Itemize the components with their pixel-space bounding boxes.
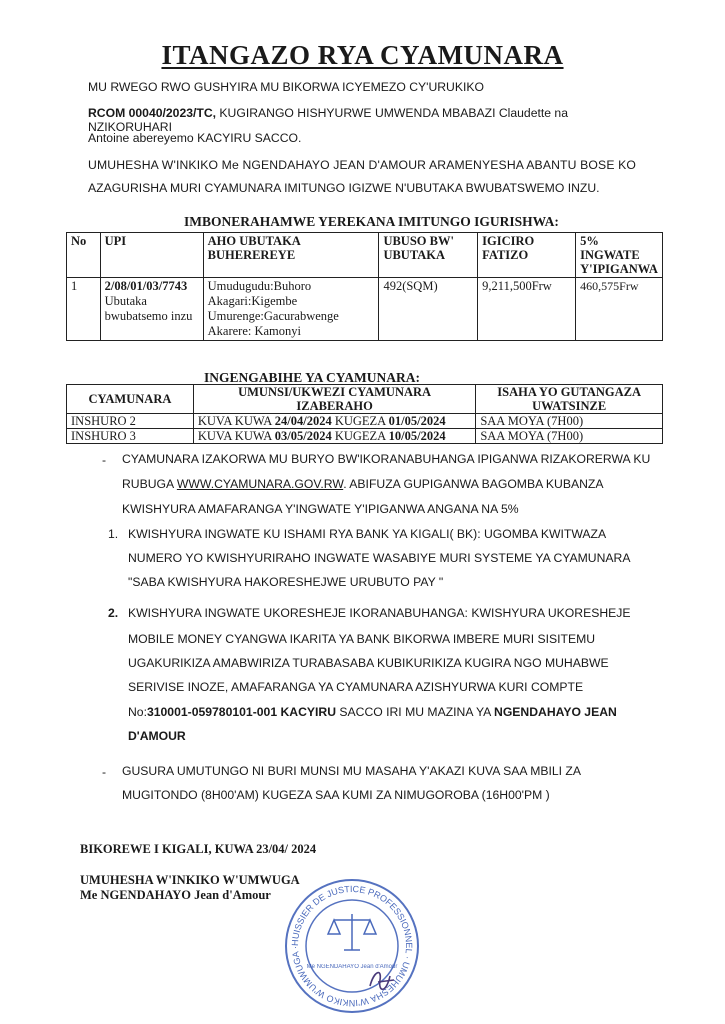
header-round: CYAMUNARA <box>67 385 194 414</box>
cell-dates: KUVA KUWA 03/05/2024 KUGEZA 10/05/2024 <box>193 429 475 444</box>
page-title: ITANGAZO RYA CYAMUNARA <box>161 40 564 70</box>
item-bk-payment: KWISHYURA INGWATE KU ISHAMI RYA BANK YA KIGALI( BK): UGOMBA KWITWAZA <box>128 527 607 541</box>
header-location: AHO UBUTAKA BUHEREREYE <box>203 233 379 278</box>
account-number: 310001-059780101-001 KACYIRU <box>146 705 336 719</box>
schedule-table <box>66 384 663 444</box>
cell-area: 492(SQM) <box>379 278 478 341</box>
cell-round: INSHURO 2 <box>67 414 194 429</box>
item-bk-payment-line3: "SABA KWISHYURA HAKORESHEJWE URUBUTO PAY " <box>128 575 444 589</box>
item-online-payment: KWISHYURA INGWATE UKORESHEJE IKORANABUHANGA: KWISHYURA UKORESHEJE <box>128 606 631 620</box>
signer-role: UMUHESHA W'INKIKO W'UMWUGA <box>80 873 300 887</box>
item-marker: 2. <box>108 606 119 620</box>
cell-time: SAA MOYA (7H00) <box>476 414 663 429</box>
cell-price: 9,211,500Frw <box>478 278 576 341</box>
table1-title: IMBONERAHAMWE YEREKANA IMITUNGO IGURISHWA: <box>184 214 559 229</box>
official-stamp <box>282 876 422 1016</box>
intro-line-5: AZAGURISHA MURI CYAMUNARA IMITUNGO IGIZWE N'UBUTAKA BWUBATSWEMO INZU. <box>88 181 600 195</box>
schedule-table-header <box>67 385 663 414</box>
signer-name: Me NGENDAHAYO Jean d'Amour <box>80 888 271 902</box>
case-number: RCOM 00040/2023/TC, <box>88 106 217 120</box>
header-deposit: 5% INGWATE Y'IPIGANWA <box>576 233 663 278</box>
header-dates: UMUNSI/UKWEZI CYAMUNARA IZABERAHO <box>193 385 475 414</box>
cell-time: SAA MOYA (7H00) <box>476 429 663 444</box>
bullet-visit-hours: GUSURA UMUTUNGO NI BURI MUNSI MU MASAHA Y'AKAZI KUVA SAA MBILI ZA <box>122 764 581 778</box>
intro-line-1: MU RWEGO RWO GUSHYIRA MU BIKORWA ICYEMEZO CY'URUKIKO <box>88 80 484 94</box>
intro-line-2: RCOM 00040/2023/TC, KUGIRANGO HISHYURWE UMWENDA MBABAZI Claudette na NZIKORUHARI <box>88 106 568 134</box>
header-time: ISAHA YO GUTANGAZA UWATSINZE <box>476 385 663 414</box>
auction-website-link[interactable]: WWW.CYAMUNARA.GOV.RW <box>176 477 344 491</box>
table2-title: INGENGABIHE YA CYAMUNARA: <box>204 370 421 385</box>
intro-line-3: Antoine abereyemo KACYIRU SACCO. <box>88 131 302 145</box>
cell-dates: KUVA KUWA 24/04/2024 KUGEZA 01/05/2024 <box>193 414 475 429</box>
table-row <box>67 278 663 341</box>
header-no: No <box>67 233 101 278</box>
scales-icon <box>328 914 376 950</box>
header-price: IGICIRO FATIZO <box>478 233 576 278</box>
item-bk-payment-line2: NUMERO YO KWISHYURIRAHO INGWATE WASABIYE MURI SYSTEME YA CYAMUNARA <box>128 551 631 565</box>
bullet-marker: - <box>102 453 107 467</box>
bullet-auction-info: CYAMUNARA IZAKORWA MU BURYO BW'IKORANABUHANGA IPIGANWA RIZAKORERWA KU <box>122 452 651 466</box>
bullet-marker: - <box>102 765 107 779</box>
intro-line-4: UMUHESHA W'INKIKO Me NGENDAHAYO JEAN D'AMOUR ARAMENYESHA ABANTU BOSE KO <box>88 158 637 172</box>
item-online-payment-line3: UGAKURIKIZA AMABWIRIZA TURABASABA KUBIKURIKIZA KUGIRA NGO MUHABWE <box>128 656 609 670</box>
stamp-ring-text: HUISSIER DE JUSTICE PROFESSIONNEL · UMUHESHA W'INKIKO W'UMWUGA · <box>289 883 415 1009</box>
cell-round: INSHURO 3 <box>67 429 194 444</box>
cell-deposit: 460,575Frw <box>576 278 663 341</box>
item-marker: 1. <box>108 527 119 541</box>
account-owner: NGENDAHAYO JEAN <box>494 705 617 719</box>
cell-upi: 2/08/01/03/7743 Ubutaka bwubatsemo inzu <box>100 278 203 341</box>
stamp-inner-text: Me NGENDAHAYO Jean d'Amour <box>306 964 398 970</box>
item-online-payment-line4: SERIVISE INOZE, AMAFARANGA YA CYAMUNARA AZISHYURWA KURI COMPTE <box>128 680 584 694</box>
item-online-payment-line6: D'AMOUR <box>128 729 186 743</box>
property-table <box>66 232 663 341</box>
table-row <box>67 429 663 444</box>
item-online-payment-line2: MOBILE MONEY CYANGWA IKARITA YA BANK BIKORWA IMBERE MURI SISITEMU <box>128 632 596 646</box>
item-online-payment-line5: No:310001-059780101-001 KACYIRU SACCO IRI MU MAZINA YA NGENDAHAYO JEAN <box>128 705 617 719</box>
bullet-auction-info-line3: KWISHYURA AMAFARANGA Y'INGWATE Y'IPIGANWA ANGANA NA 5% <box>122 502 519 516</box>
cell-no: 1 <box>67 278 101 341</box>
bullet-visit-hours-line2: MUGITONDO (8H00'AM) KUGEZA SAA KUMI ZA NIMUGOROBA (16H00'PM ) <box>122 788 550 802</box>
cell-location: Umudugudu:Buhoro Akagari:Kigembe Umurenge:Gacurabwenge Akarere: Kamonyi <box>203 278 379 341</box>
header-area: UBUSO BW' UBUTAKA <box>379 233 478 278</box>
table-row <box>67 414 663 429</box>
place-date: BIKOREWE I KIGALI, KUWA 23/04/ 2024 <box>80 842 317 856</box>
header-upi: UPI <box>100 233 203 278</box>
bullet-auction-info-line2: RUBUGA WWW.CYAMUNARA.GOV.RW. ABIFUZA GUPIGANWA BAGOMBA KUBANZA <box>122 477 604 491</box>
property-table-header <box>67 233 663 278</box>
